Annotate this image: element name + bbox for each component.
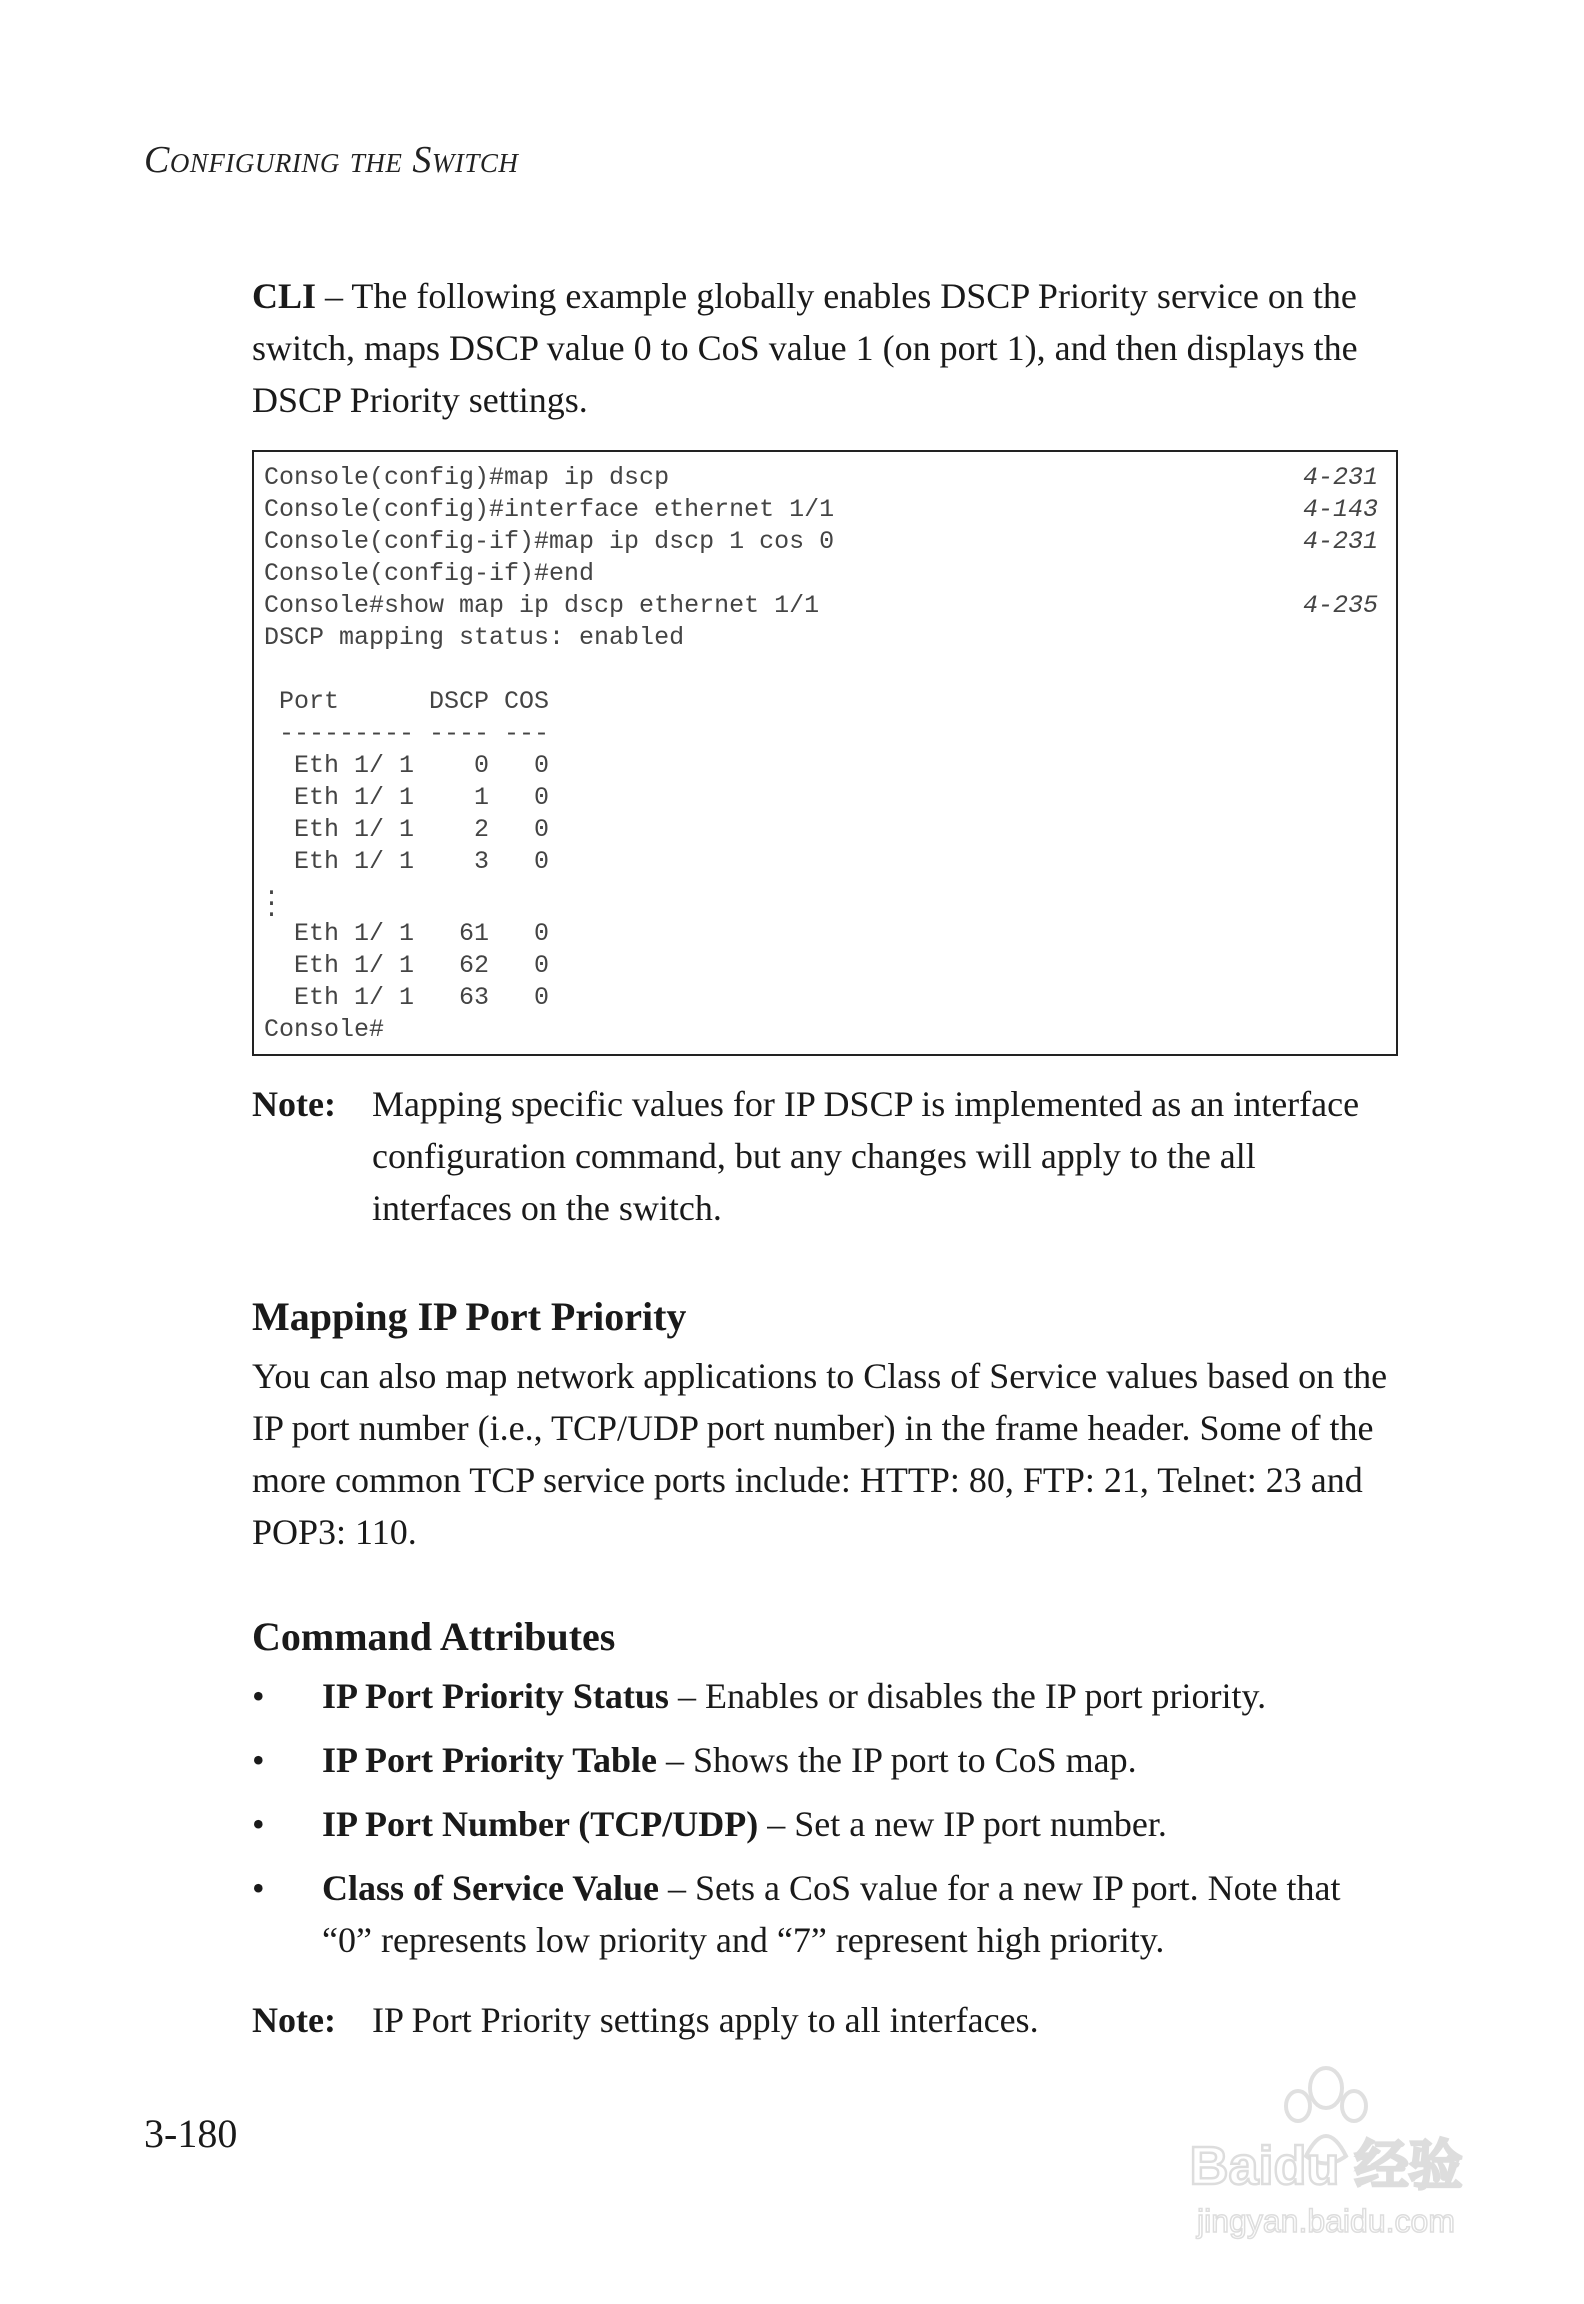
code-prompt: Console# xyxy=(264,1015,385,1044)
attributes-list xyxy=(252,1670,1398,1966)
note-text: Mapping specific values for IP DSCP is implemented as an interface configuration command, but any changes will apply to the all interfaces on the switch. xyxy=(372,1084,1360,1228)
list-item xyxy=(252,1862,1398,1966)
attribute-term: IP Port Priority Table xyxy=(322,1740,657,1780)
intro-text: – The following example globally enables DSCP Priority service on the switch, maps DSCP value 0 to CoS value 1 (on port 1), and then displays the DSCP Priority settings. xyxy=(252,276,1358,420)
attribute-desc: – Set a new IP port number. xyxy=(758,1804,1167,1844)
watermark-brand: Baidu 经验 xyxy=(1189,2136,1463,2196)
code-ref: 4-235 xyxy=(1302,591,1378,620)
code-table-row: Eth 1/ 1 3 0 xyxy=(264,847,550,876)
bullet: • xyxy=(252,1676,265,1716)
code-line: Console(config)#map ip dscp 4-231 xyxy=(264,463,1378,492)
code-table-row: Eth 1/ 1 1 0 xyxy=(264,783,550,812)
code-ref: 4-231 xyxy=(1302,463,1378,492)
attribute-term: IP Port Priority Status xyxy=(322,1676,669,1716)
code-table-row: Eth 1/ 1 63 0 xyxy=(264,983,550,1012)
code-line: Console(config)#interface ethernet 1/1 4-143 xyxy=(264,495,1378,524)
page-number: 3-180 xyxy=(144,2111,238,2156)
attribute-term: Class of Service Value xyxy=(322,1868,659,1908)
code-blank-line xyxy=(264,654,1378,686)
running-head: Configuring the Switch xyxy=(144,139,519,181)
code-ref: 4-231 xyxy=(1302,527,1378,556)
attribute-desc: – Shows the IP port to CoS map. xyxy=(656,1740,1137,1780)
attribute-term: IP Port Number (TCP/UDP) xyxy=(322,1804,759,1844)
code-table-rule: --------- ---- --- xyxy=(264,719,550,748)
bullet: • xyxy=(252,1804,265,1844)
code-table-row: Eth 1/ 1 61 0 xyxy=(264,919,550,948)
code-table-row: Eth 1/ 1 62 0 xyxy=(264,951,550,980)
intro-paragraph xyxy=(252,270,1398,426)
list-item xyxy=(252,1734,1398,1786)
page-content xyxy=(252,270,1398,2046)
watermark-url: jingyan.baidu.com xyxy=(1197,2203,1455,2239)
section-paragraph: You can also map network applications to Class of Service values based on the IP port number (i.e., TCP/UDP port number) in the frame header. Some of the more common TCP service ports include: HTTP: 80, FTP: 21, Telnet: 23 and POP3: 110. xyxy=(252,1356,1388,1552)
code-ref: 4-143 xyxy=(1302,495,1378,524)
code-line: Console#show map ip dscp ethernet 1/1 4-235 xyxy=(264,591,1378,620)
note-ip-port xyxy=(252,1994,1398,2046)
attribute-desc: – Enables or disables the IP port priority. xyxy=(668,1676,1267,1716)
list-item xyxy=(252,1670,1398,1722)
section-heading: Mapping IP Port Priority xyxy=(252,1294,687,1339)
bullet: • xyxy=(252,1868,265,1908)
list-item xyxy=(252,1798,1398,1850)
code-table-row: Eth 1/ 1 2 0 xyxy=(264,815,550,844)
cli-example-box xyxy=(252,450,1398,1056)
attribute-desc: – Sets a CoS value for a new IP port. Note that “0” represents low priority and “7” represent high priority. xyxy=(322,1868,1341,1960)
note-text: IP Port Priority settings apply to all interfaces. xyxy=(372,2000,1039,2040)
code-table-header: Port DSCP COS xyxy=(264,687,550,716)
bullet: • xyxy=(252,1740,265,1780)
code-line: Console(config-if)#end xyxy=(264,559,595,588)
code-line: DSCP mapping status: enabled xyxy=(264,623,685,652)
note-label: Note: xyxy=(252,2000,336,2040)
code-table-row: Eth 1/ 1 0 0 xyxy=(264,751,550,780)
intro-label: CLI xyxy=(252,276,317,316)
attributes-heading: Command Attributes xyxy=(252,1614,616,1659)
note-label: Note: xyxy=(252,1084,336,1124)
code-ellipsis: . . . xyxy=(264,873,280,924)
baidu-jingyan-watermark xyxy=(1126,2046,1526,2246)
code-line: Console(config-if)#map ip dscp 1 cos 0 4-231 xyxy=(264,527,1378,556)
note-dscp xyxy=(252,1078,1398,1234)
